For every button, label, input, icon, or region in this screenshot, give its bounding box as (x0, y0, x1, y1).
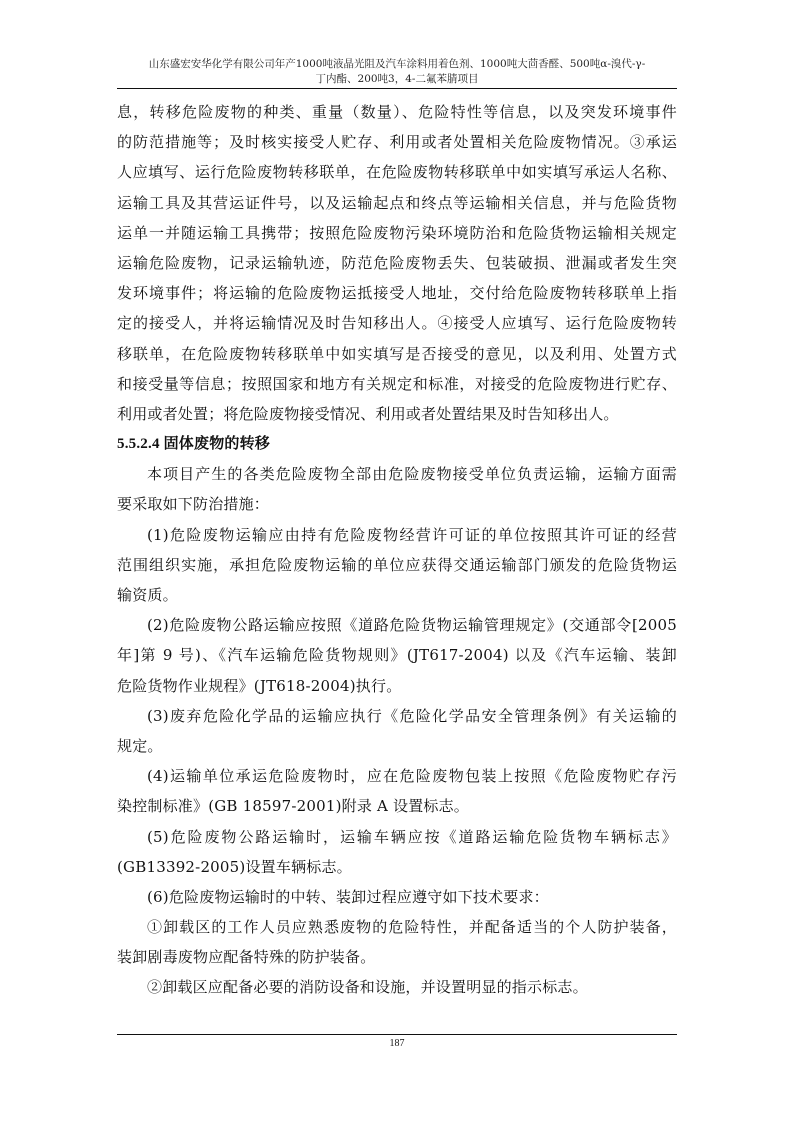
text-line: (1)危险废物运输应由持有危险废物经营许可证的单位按照其许可证的经营 (147, 525, 677, 544)
running-header (117, 57, 677, 87)
text-line: (GB13392-2005)设置车辆标志。 (117, 857, 352, 876)
page-number: 187 (389, 1038, 405, 1049)
header-divider (117, 88, 677, 89)
text-line: 规定。 (117, 736, 163, 755)
paragraph-continued (117, 97, 677, 429)
text-line: 运输危险废物，记录运输轨迹，防范危险废物丢失、包装破损、泄漏或者发生突 (117, 253, 677, 272)
paragraph-intro (117, 459, 677, 519)
text-line: 要采取如下防治措施： (117, 495, 270, 514)
text-line: 人应填写、运行危险废物转移联单，在危险废物转移联单中如实填写承运人名称、 (117, 163, 677, 182)
text-line: 利用或者处置；将危险废物接受情况、利用或者处置结果及时告知移出人。 (117, 404, 619, 423)
text-line: (2)危险废物公路运输应按照《道路危险货物运输管理规定》(交通部令[2005 (147, 616, 677, 635)
text-line: 输资质。 (117, 586, 178, 604)
text-line: 危险货物作业规程》(JT618-2004)执行。 (117, 676, 402, 695)
text-line: 装卸剧毒废物应配备特殊的防护装备。 (117, 948, 376, 967)
footer-divider (117, 1034, 677, 1035)
text-line: 年]第 9 号)、《汽车运输危险货物规则》(JT617-2004) 以及《汽车运输、装卸 (117, 646, 677, 665)
paragraph-item-4 (117, 761, 677, 821)
text-line: 和接受量等信息；按照国家和地方有关规定和标准，对接受的危险废物进行贮存、 (117, 374, 677, 393)
paragraph-item-1 (117, 520, 677, 611)
text-line: 的防范措施等；及时核实接受人贮存、利用或者处置相关危险废物情况。③承运 (117, 133, 677, 152)
text-line: 息，转移危险废物的种类、重量（数量）、危险特性等信息，以及突发环境事件 (117, 103, 677, 121)
text-line: 发环境事件；将运输的危险废物运抵接受人地址，交付给危险废物转移联单上指 (117, 284, 677, 303)
paragraph-subitem-1 (117, 912, 677, 972)
text-line: (4)运输单位承运危险废物时，应在危险废物包装上按照《危险废物贮存污 (147, 767, 677, 786)
paragraph-subitem-2 (117, 972, 677, 1002)
header-line-2: 丁内酯、200吨3，4-二氟苯腈项目 (315, 73, 479, 85)
paragraph-item-3 (117, 701, 677, 761)
paragraph-item-5 (117, 822, 677, 882)
text-line: ②卸载区应配备必要的消防设备和设施，并设置明显的指示标志。 (147, 978, 588, 997)
text-line: 本项目产生的各类危险废物全部由危险废物接受单位负责运输，运输方面需 (147, 465, 677, 484)
section-heading: 5.5.2.4 固体废物的转移 (117, 436, 271, 453)
paragraph-item-2 (117, 610, 677, 701)
text-line: 运输工具及其营运证件号，以及运输起点和终点等运输相关信息，并与危险货物 (117, 193, 677, 212)
text-line: 移联单，在危险废物转移联单中如实填写是否接受的意见，以及利用、处置方式 (117, 344, 677, 363)
text-line: 定的接受人，并将运输情况及时告知移出人。④接受人应填写、运行危险废物转 (117, 314, 677, 333)
text-line: (5)危险废物公路运输时，运输车辆应按《道路运输危险货物车辆标志》 (147, 827, 677, 846)
text-line: (6)危险废物运输时的中转、装卸过程应遵守如下技术要求： (147, 887, 549, 906)
text-line: 染控制标准》(GB 18597-2001)附录 A 设置标志。 (117, 797, 470, 816)
header-line-1: 山东盛宏安华化学有限公司年产1000吨液晶光阻及汽车涂料用着色剂、1000吨大茴香醛、500吨α-溴代-γ- (148, 58, 646, 70)
paragraph-item-6 (117, 882, 677, 912)
body-text (117, 97, 677, 1003)
text-line: 范围组织实施，承担危险废物运输的单位应获得交通运输部门颁发的危险货物运 (117, 555, 677, 574)
text-line: (3)废弃危险化学品的运输应执行《危险化学品安全管理条例》有关运输的 (147, 706, 677, 725)
text-line: 运单一并随运输工具携带；按照危险废物污染环境防治和危险货物运输相关规定 (117, 223, 677, 242)
text-line: ①卸载区的工作人员应熟悉废物的危险特性，并配备适当的个人防护装备， (147, 918, 677, 937)
